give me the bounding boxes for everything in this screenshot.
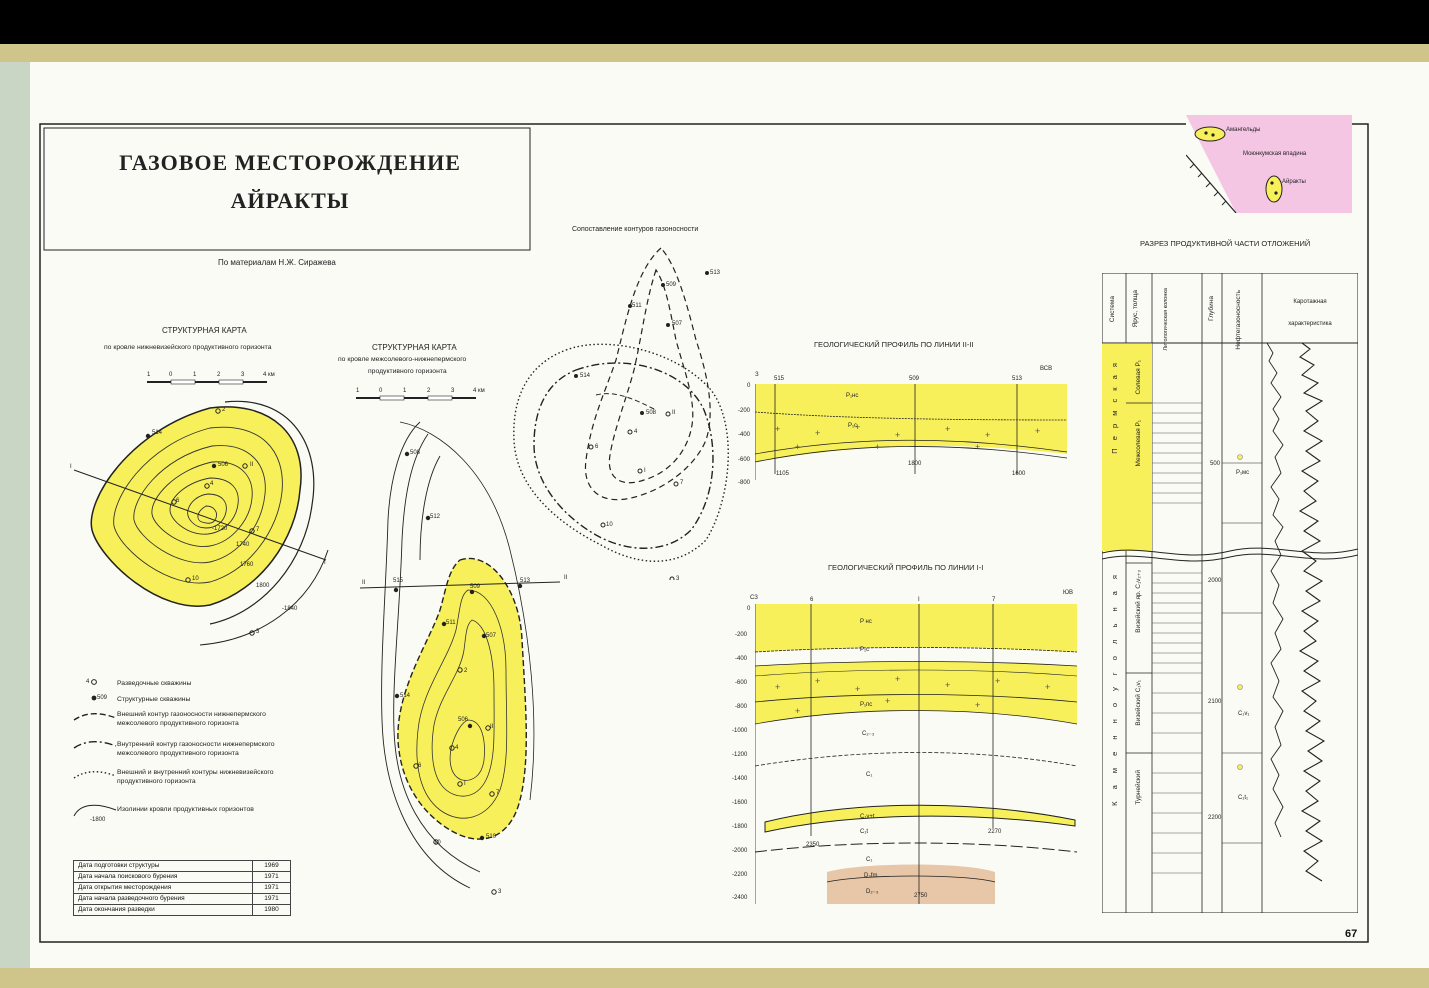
table-row: [74, 905, 291, 916]
map2-well-label: I: [464, 781, 466, 787]
compare-well-label: 513: [710, 270, 721, 276]
compare-well-label: 10: [606, 522, 613, 528]
svg-text:+: +: [975, 442, 981, 452]
map1-scale-tick: 2: [217, 372, 221, 378]
svg-text:+: +: [855, 684, 861, 694]
profile1-depth: -800: [735, 704, 748, 710]
map1-scale-tick: 4 км: [263, 372, 275, 378]
date-label: Дата окончания разведки: [74, 905, 253, 916]
svg-text:+: +: [775, 682, 781, 692]
date-label: Дата открытия месторождения: [74, 883, 253, 894]
column-depth: 2000: [1208, 578, 1222, 584]
profile1-depth: -1400: [732, 776, 748, 782]
column-stage-salt: Солевая P₁: [1135, 360, 1142, 395]
date-year: 1971: [253, 883, 291, 894]
map1-well-label: 514: [152, 430, 163, 436]
map1-contour-label: -1720: [212, 526, 228, 532]
profile1-title: ГЕОЛОГИЧЕСКИЙ ПРОФИЛЬ ПО ЛИНИИ I-I: [828, 563, 984, 572]
map2-scale-tick: 4 км: [473, 388, 485, 394]
column-horizon: C₁v₁: [1238, 711, 1250, 717]
legend-item: Изолинии кровли продуктивных горизонтов: [117, 806, 254, 813]
svg-text:+: +: [945, 680, 951, 690]
legend-well-number: 4: [86, 679, 90, 685]
column-title: РАЗРЕЗ ПРОДУКТИВНОЙ ЧАСТИ ОТЛОЖЕНИЙ: [1140, 239, 1311, 248]
profile1-depth: -2000: [732, 848, 748, 854]
contour-compare-diagram: [506, 240, 736, 580]
map1-well-label: 2: [222, 407, 226, 413]
profile1-unit: P нс: [860, 619, 872, 625]
profile2-unit: P₁нс: [846, 393, 859, 399]
date-label: Дата начала поискового бурения: [74, 872, 253, 883]
map2-well-label: 512: [430, 514, 441, 520]
map2-well-label: 3: [498, 889, 502, 895]
profile1-depth: -1200: [732, 752, 748, 758]
legend-item: Внешний и внутренний контуры нижневизейского продуктивного горизонта: [117, 769, 274, 785]
date-year: 1971: [253, 894, 291, 905]
map2-title: СТРУКТУРНАЯ КАРТА: [372, 343, 457, 352]
compare-well-label: 507: [672, 321, 683, 327]
column-header-logging: Каротажная характеристика: [1288, 299, 1332, 327]
map2-scale-tick: 1: [356, 388, 360, 394]
profile2-depth: -800: [738, 480, 751, 486]
profile2-bottom-depth: 1800: [908, 461, 922, 467]
map2-well-label: 508: [410, 450, 421, 456]
svg-text:+: +: [945, 424, 951, 434]
compare-well-label: 6: [595, 444, 599, 450]
dates-table: [73, 860, 291, 916]
profile1-well-label: 7: [992, 597, 996, 603]
date-year: 1980: [253, 905, 291, 916]
map2-well-label: 513: [520, 578, 531, 584]
map1-section-label-right: I: [324, 560, 326, 566]
svg-text:+: +: [875, 442, 881, 452]
svg-text:+: +: [795, 442, 801, 452]
profile2-section: [755, 384, 1067, 484]
svg-text:+: +: [855, 422, 861, 432]
page-number: 67: [1345, 928, 1358, 940]
map1-well-label: 10: [192, 576, 199, 582]
svg-text:+: +: [795, 706, 801, 716]
map2-scale-tick: 1: [403, 388, 407, 394]
profile2-well-label: 513: [1012, 376, 1023, 382]
profile1-section: [755, 604, 1077, 904]
date-label: Дата начала разведочного бурения: [74, 894, 253, 905]
profile1-depth: 0: [747, 606, 751, 612]
compare-well-label: 508: [646, 410, 657, 416]
compare-well-label: 4: [634, 429, 638, 435]
inset-label-airakty: Айракты: [1282, 179, 1306, 185]
profile1-bottom-depth: 2350: [806, 842, 820, 848]
map1-well-label: 4: [210, 481, 214, 487]
compare-well-label: 3: [676, 576, 680, 582]
table-row: [74, 872, 291, 883]
map2-well-label: 10: [434, 840, 441, 846]
column-depth: 500: [1210, 461, 1221, 467]
profile2-depth: -400: [738, 432, 751, 438]
map2-subtitle-2: продуктивного горизонта: [368, 368, 447, 375]
map1-structural-map: [60, 390, 340, 650]
map2-subtitle-1: по кровле межсолевого-нижнепермского: [338, 356, 467, 363]
profile2-unit: P₁c: [848, 423, 858, 429]
profile1-unit: C₁v+t: [860, 814, 875, 820]
column-header-depth: Глубина: [1208, 296, 1215, 321]
column-depth: 2100: [1208, 699, 1222, 705]
legend-item: Разведочные скважины: [117, 680, 192, 687]
profile1-depth: -1600: [732, 800, 748, 806]
column-stage-visean-upper: Визейский яр. C₁v₂₊₃: [1135, 570, 1142, 633]
date-year: 1971: [253, 872, 291, 883]
legend-item: Внешний контур газоносности нижнепермского межсолевого продуктивного горизонта: [117, 711, 266, 727]
column-horizon: C₁t₁: [1238, 795, 1249, 801]
column-header-system: Система: [1109, 296, 1116, 323]
legend-item: Структурные скважины: [117, 696, 191, 703]
profile1-depth: -200: [735, 632, 748, 638]
map1-title: СТРУКТУРНАЯ КАРТА: [162, 326, 247, 335]
map1-well-label: 3: [256, 629, 260, 635]
table-row: [74, 861, 291, 872]
profile1-unit: C₁: [866, 857, 873, 863]
map2-well-label: 515: [393, 578, 404, 584]
profile2-title: ГЕОЛОГИЧЕСКИЙ ПРОФИЛЬ ПО ЛИНИИ II-II: [814, 340, 974, 349]
table-row: [74, 883, 291, 894]
contour-compare-title: Сопоставление контуров газоносности: [572, 226, 699, 233]
map1-contour-label: 1800: [256, 583, 270, 589]
legend-isoline-value: -1800: [90, 817, 106, 823]
page-title: [60, 150, 520, 214]
map1-well-label: 7: [256, 527, 260, 533]
svg-text:+: +: [775, 424, 781, 434]
profile1-well-label: 6: [810, 597, 814, 603]
profile1-well-label: I: [918, 597, 920, 603]
column-horizon: P₁мс: [1236, 470, 1250, 476]
profile1-unit: D₃fm: [864, 873, 878, 879]
profile1-bottom-depth: 2750: [914, 893, 928, 899]
profile1-depth: -2200: [732, 872, 748, 878]
profile1-unit: P₁пс: [860, 702, 873, 708]
compare-well-label: II: [672, 410, 676, 416]
inset-label-amangeldy: Амангельды: [1226, 127, 1261, 133]
column-header-oilgas: Нефтегазоносность: [1235, 290, 1242, 350]
svg-text:+: +: [815, 428, 821, 438]
profile2-depth: -600: [738, 457, 751, 463]
map2-well-label: 514: [400, 693, 411, 699]
profile2-well-label: 509: [909, 376, 920, 382]
map1-scale-tick: 1: [193, 372, 197, 378]
map2-well-label: 509: [470, 584, 481, 590]
profile2-well-label: 515: [774, 376, 785, 382]
map1-section-label-left: I: [70, 464, 72, 470]
profile2-depth: 0: [747, 383, 751, 389]
profile1-unit: P₁c: [860, 647, 870, 653]
profile1-left-label: СЗ: [750, 595, 758, 601]
column-system-permian: П е р м с к а я: [1110, 360, 1119, 454]
profile2-depth: -200: [738, 408, 751, 414]
svg-text:+: +: [885, 696, 891, 706]
column-header-lithology: Литологическая колонка: [1163, 288, 1169, 351]
inset-label-moyunkum: Моюнкумская впадина: [1243, 151, 1307, 157]
column-stage-visean-lower: Визейский C₁v₁: [1135, 680, 1142, 726]
profile1-bottom-depth: 2270: [988, 829, 1002, 835]
profile1-unit: C₂₋₃: [862, 731, 875, 737]
svg-text:+: +: [995, 676, 1001, 686]
map2-well-label: 510: [486, 834, 497, 840]
profile1-depth: -1000: [732, 728, 748, 734]
map1-scale-tick: 0: [169, 372, 173, 378]
profile1-depth: -1800: [732, 824, 748, 830]
svg-text:+: +: [895, 430, 901, 440]
compare-well-label: 7: [680, 480, 684, 486]
profile1-depth: -2400: [732, 895, 748, 901]
profile1-unit: D₂₋₃: [866, 889, 879, 895]
svg-text:+: +: [985, 430, 991, 440]
column-system-carboniferous: К а м е н н о у г о л ь н а я: [1110, 570, 1119, 806]
date-label: Дата подготовки структуры: [74, 861, 253, 872]
svg-text:+: +: [1035, 426, 1041, 436]
map2-section-label-left: II: [362, 580, 366, 586]
map1-well-label: 6: [176, 498, 180, 504]
profile1-unit: C₁t: [860, 829, 869, 835]
map1-contour-label: 1740: [236, 542, 250, 548]
map1-well-label: 506: [218, 462, 229, 468]
map1-well-label: II: [250, 462, 254, 468]
table-row: [74, 894, 291, 905]
map2-well-label: 4: [455, 745, 459, 751]
column-stage-intersalt: Межсолевая P₁: [1135, 420, 1142, 467]
profile2-bottom-depth: 1105: [776, 471, 789, 477]
map2-scale-tick: 3: [451, 388, 455, 394]
profile1-unit: C₁: [866, 772, 873, 778]
map2-well-label: II: [490, 724, 494, 730]
source-credit: По материалам Н.Ж. Сиражева: [218, 258, 336, 267]
compare-well-label: 509: [666, 282, 677, 288]
map1-subtitle: по кровле нижневизейского продуктивного горизонта: [104, 344, 272, 351]
legend-well-number: 509: [97, 695, 108, 701]
map1-scale-tick: 3: [241, 372, 245, 378]
map1-contour-label: 1760: [240, 562, 254, 568]
profile2-left-label: З: [755, 372, 759, 378]
map1-contour-label: -1840: [282, 606, 298, 612]
legend-symbols: [70, 676, 120, 826]
svg-text:+: +: [895, 674, 901, 684]
inset-location-map: [1186, 115, 1352, 213]
map2-well-label: 511: [446, 620, 456, 626]
title-line-2: АЙРАКТЫ: [230, 188, 350, 213]
date-year: 1969: [253, 861, 291, 872]
map2-well-label: 6: [418, 763, 422, 769]
column-stage-tournaisian: Турнейский: [1135, 770, 1142, 805]
profile1-depth: -600: [735, 680, 748, 686]
profile1-right-label: ЮВ: [1063, 590, 1074, 596]
svg-text:+: +: [1045, 682, 1051, 692]
compare-well-label: 511: [632, 303, 642, 309]
svg-text:+: +: [975, 700, 981, 710]
profile2-right-label: ВСВ: [1040, 366, 1053, 372]
profile2-bottom-depth: 1600: [1012, 471, 1026, 477]
column-header-stage: Ярус, толща: [1132, 290, 1139, 328]
map2-well-label: 7: [496, 790, 500, 796]
map2-well-label: 507: [486, 633, 497, 639]
map2-well-label: 506: [458, 717, 469, 723]
map2-scale-tick: 0: [379, 388, 383, 394]
map1-scale-tick: 1: [147, 372, 151, 378]
compare-well-label: 514: [580, 373, 591, 379]
legend-item: Внутренний контур газоносности нижнепермского межсолевого продуктивного горизонта: [117, 741, 275, 757]
compare-well-label: I: [644, 468, 646, 474]
map2-section-label-right: II: [564, 575, 568, 581]
map2-well-label: 2: [464, 668, 468, 674]
svg-text:+: +: [815, 676, 821, 686]
profile1-depth: -400: [735, 656, 748, 662]
title-line-1: ГАЗОВОЕ МЕСТОРОЖДЕНИЕ: [119, 150, 461, 175]
map2-scale-tick: 2: [427, 388, 431, 394]
column-depth: 2200: [1208, 815, 1222, 821]
